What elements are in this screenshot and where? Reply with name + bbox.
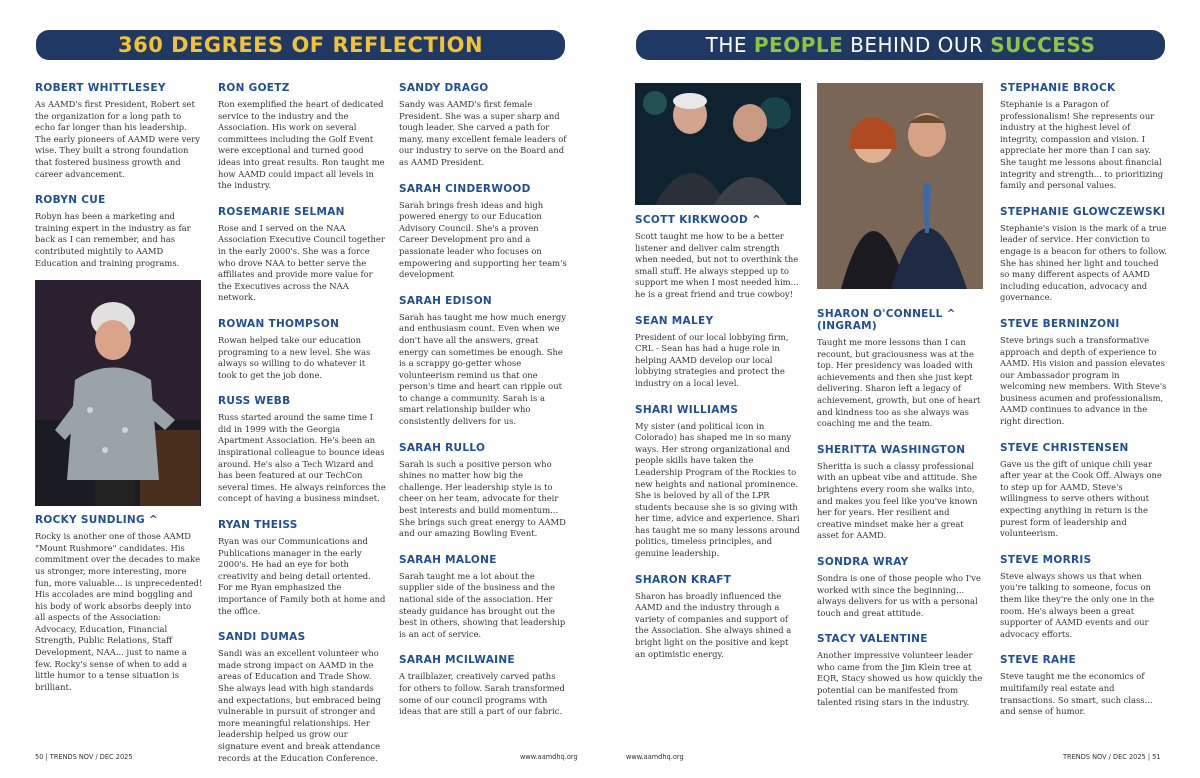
entry-text: Sarah brings fresh ideas and high powered energy to our Education Advisory Council. She's a proven Career Development pro and a passionate leader who focuses on empowering and supporting her team's development xyxy=(399,199,567,280)
entry-name: RON GOETZ xyxy=(218,82,290,94)
entry-name: STEVE RAHE xyxy=(1000,654,1077,667)
entry-name: RYAN THEISS xyxy=(218,519,298,532)
entry-name: RUSS WEBB xyxy=(218,395,291,408)
entry-sharon-oconnell xyxy=(817,308,985,430)
entry-text: Rocky is another one of those AAMD "Mount Rushmore" candidates. His commitment over the decades to make us stronger, more interesting, more fun, more valuable... is unprecedented! His accolades are mind boggling and his body of work absorbs deeply into all aspects of the Association: Advocacy, Education, Financial Strength, Public Relations, Staff Development, NAA... just to name a few. Rocky's sense of when to add a little humor to a tense situation is brilliant. xyxy=(35,531,203,692)
footer-right-url: www.aamdhq.org xyxy=(626,753,684,761)
entry-name: SANDY DRAGO xyxy=(399,82,489,94)
column-5 xyxy=(817,308,985,722)
entry-sarah-malone xyxy=(399,554,567,641)
entry-name: SHARI WILLIAMS xyxy=(635,403,739,416)
entry-text: Another impressive volunteer leader who came from the Jim Klein tree at EQR, Stacy showed us how quickly the potential can be manifested from talented rising stars in the industry. xyxy=(817,650,983,707)
entry-text: Steve taught me the economics of multifamily real estate and transactions. So smart, such class... and sense of humor. xyxy=(1000,671,1153,717)
entry-name: SARAH EDISON xyxy=(399,294,493,307)
entry-robyn-cue xyxy=(35,194,203,269)
entry-ron-goetz xyxy=(218,82,386,192)
right-banner-mid: BEHIND OUR xyxy=(843,33,991,57)
entry-name: SONDRA WRAY xyxy=(817,555,909,568)
entry-text: Scott taught me how to be a better listener and deliver calm strength when needed, but not to overthink the small stuff. He always stepped up to support me when I most needed him... he is a great friend and true cowboy! xyxy=(635,231,799,299)
entry-text: Sondra is one of those people who I've worked with since the beginning... always delivers for us with a personal touch and great attitude. xyxy=(817,572,981,618)
entry-sarah-edison xyxy=(399,295,567,428)
entry-name: STEPHANIE BROCK xyxy=(1000,82,1116,94)
entry-name: STACY VALENTINE xyxy=(817,633,928,646)
entry-text: Rowan helped take our education programing to a new level. She was always so willing to do whatever it took to get the job done. xyxy=(218,334,371,380)
left-banner-title: 360 DEGREES OF REFLECTION xyxy=(117,33,484,57)
entry-sondra-wray xyxy=(817,556,985,619)
entry-name: STEVE CHRISTENSEN xyxy=(1000,441,1129,454)
entry-name: ROWAN THOMPSON xyxy=(218,317,340,330)
entry-text: Gave us the gift of unique chili year after year at the Cook Off. Always one to step up for AAMD, Steve's willingness to serve others without expecting anything in return is the purest form of leadership and volunteerism. xyxy=(1000,458,1162,539)
entry-name: SHERITTA WASHINGTON xyxy=(817,443,966,456)
footer-left-page: 50 | TRENDS NOV / DEC 2025 xyxy=(35,753,133,761)
column-1 xyxy=(35,82,203,707)
entry-name: SHARON O'CONNELL ^ (INGRAM) xyxy=(817,308,956,332)
entry-sarah-rullo xyxy=(399,442,567,540)
entry-text: Sharon has broadly influenced the AAMD and the industry through a variety of companies and support of the Association. She always shined a bright light on the positive and kept an optimistic energy. xyxy=(635,590,792,659)
entry-text: Sarah is such a positive person who shines no matter how big the challenge. Her leadership style is to cheer on her team, advocate for their best interests and build momentum... She brings such great energy to AAMD and our amazing Bowling Event. xyxy=(399,458,566,539)
entry-rowan-thompson xyxy=(218,318,386,381)
entry-rocky-sundling xyxy=(35,514,203,693)
column-6 xyxy=(1000,82,1168,732)
entry-text: Ryan was our Communications and Publications manager in the early 2000's. He had an eye for both creativity and being detail oriented. For me Ryan emphasized the importance of Family both at home and the office. xyxy=(218,536,386,616)
entry-stephanie-brock xyxy=(1000,82,1168,192)
entry-text: Sandi was an excellent volunteer who made strong impact on AAMD in the areas of Education and Trade Show. She always lead with high standards and expectations, but embraced being vulnerable in pursuit of stronger and more meaningful relationships. Her leadership helped us grow our signature event and break attendance records at the Education Conference. xyxy=(218,648,382,763)
right-banner xyxy=(636,30,1165,60)
entry-text: Stephanie is a Paragon of professionalism! She represents our industry at the highest level of integrity, compassion and vision. I appreciate her more than I can say. She taught me lessons about financial integrity and strength... to prioritizing family and personal values. xyxy=(1000,99,1164,191)
entry-text: President of our local lobbying firm, CRL - Sean has had a huge role in helping AAMD develop our local lobbying strategies and protect the industry on a local level. xyxy=(635,331,789,388)
entry-russ-webb xyxy=(218,395,386,505)
entry-text: A trailblazer, creatively carved paths for others to follow. Sarah transformed some of our council programs with ideas that are still a part of our fabric. xyxy=(399,671,565,717)
entry-name: SARAH CINDERWOOD xyxy=(399,182,531,195)
entry-rosemarie-selman xyxy=(218,206,386,304)
right-banner-pre: THE xyxy=(705,33,754,57)
right-banner-hl1: PEOPLE xyxy=(753,33,844,57)
entry-steve-christensen xyxy=(1000,442,1168,540)
entry-name: SARAH MCILWAINE xyxy=(399,654,515,667)
entry-name: SANDI DUMAS xyxy=(218,631,306,644)
entry-text: Russ started around the same time I did in 1999 with the Georgia Apartment Association. He's been an inspirational colleague to bounce ideas around. He's also a Tech Wizard and has been featured at our TechCon several times. He always reinforces the concept of having a business mindset. xyxy=(218,412,386,504)
entry-name: STEVE MORRIS xyxy=(1000,553,1092,566)
entry-text: As AAMD's first President, Robert set the organization for a long path to echo far longer than his leadership. The early pioneers of AAMD were very wise. They built a strong foundation that fostered business growth and career advancement. xyxy=(35,99,200,179)
entry-text: Robyn has been a marketing and training expert in the industry as far back as I can remember, and has contributed mightily to AAMD Education and training programs. xyxy=(35,211,191,268)
entry-name: SHARON KRAFT xyxy=(635,573,732,586)
entry-sarah-mcilwaine xyxy=(399,654,567,717)
entry-text: My sister (and political icon in Colorado) has shaped me in so many ways. Her strong organizational and people skills have taken the Leadership Program of the Rockies to new heights and national prominence. She is beloved by all of the LPR students because she is so giving with her time, advice and experience. Shari has taught me so many lessons around politics, timeless principles, and genuine leadership. xyxy=(635,420,800,559)
entry-text: Sheritta is such a classy professional with an upbeat vibe and attitude. She brightens every room she walks into, and makes you feel like you've known her for years. Her resilient and creative mindset make her a great asset for AAMD. xyxy=(817,460,978,541)
entry-text: Rose and I served on the NAA Association Executive Council together in the early 2000's. She was a force who drove NAA to better serve the affiliates and provide more value for the Executives across the NAA network. xyxy=(218,222,385,303)
entry-sandy-drago xyxy=(399,82,567,169)
footer-right-page: TRENDS NOV / DEC 2025 | 51 xyxy=(1063,753,1161,761)
entry-name: STEVE BERNINZONI xyxy=(1000,317,1120,330)
entry-text: Stephanie's vision is the mark of a true leader of service. Her conviction to engage is a beacon for others to follow. She has shined her light and touched so many different aspects of AAMD including education, advocacy and governance. xyxy=(1000,222,1168,303)
entry-name: ROCKY SUNDLING ^ xyxy=(35,514,158,527)
entry-sarah-cinderwood xyxy=(399,183,567,281)
left-banner xyxy=(36,30,565,60)
sharon-oconnell-photo xyxy=(817,83,983,289)
entry-name: SARAH RULLO xyxy=(399,441,486,454)
entry-sandi-dumas xyxy=(218,631,386,764)
entry-stephanie-glowczewski xyxy=(1000,206,1168,304)
entry-name: ROSEMARIE SELMAN xyxy=(218,205,345,218)
entry-sharon-kraft xyxy=(635,574,801,661)
entry-robert-whittlesey xyxy=(35,82,203,180)
entry-text: Sandy was AAMD's first female President. She was a super sharp and tough leader. She carved a path for many, many excellent female leaders of our industry to serve on the Board and as AAMD President. xyxy=(399,99,567,167)
entry-text: Sarah taught me a lot about the supplier side of the business and the national side of the association. Her steady guidance has brought out the best in others, showing that leadership is an act of service. xyxy=(399,570,566,639)
entry-ryan-theiss xyxy=(218,519,386,617)
entry-steve-rahe xyxy=(1000,654,1168,717)
column-4 xyxy=(635,214,801,674)
entry-name: ROBYN CUE xyxy=(35,194,106,207)
footer-left-url: www.aamdhq.org xyxy=(520,753,578,761)
entry-name: SEAN MALEY xyxy=(635,314,714,327)
entry-steve-morris xyxy=(1000,554,1168,641)
entry-text: Taught me more lessons than I can recount, but graciousness was at the top. Her presidency was loaded with achievements and then she just kept delivering. Sharon left a legacy of achievement, growth, but one of heart and kindness too as she always was coaching me and the team. xyxy=(817,337,981,429)
entry-shari-williams xyxy=(635,404,801,560)
entry-text: Steve always shows us that when you're talking to someone, focus on them like they're the only one in the room. He's always been a great supporter of AAMD events and our advocacy efforts. xyxy=(1000,570,1155,639)
right-banner-hl2: SUCCESS xyxy=(990,33,1096,57)
entry-steve-berninzoni xyxy=(1000,318,1168,428)
entry-text: Ron exemplified the heart of dedicated service to the industry and the Association. His work on several committees including the Golf Event were exceptional and turned good ideas into great results. Ron taught me how AAMD could impact all levels in the industry. xyxy=(218,99,385,191)
scott-kirkwood-photo xyxy=(635,83,801,205)
entry-name: SCOTT KIRKWOOD ^ xyxy=(635,214,762,226)
entry-text: Steve brings such a transformative approach and depth of experience to AAMD. His vision and passion elevates our Ambassador program in welcoming new members. With Steve's business acumen and professionalism, AAMD continues to advance in the right direction. xyxy=(1000,334,1167,427)
column-3 xyxy=(399,82,567,732)
entry-sean-maley xyxy=(635,315,801,390)
entry-name: ROBERT WHITTLESEY xyxy=(35,82,166,94)
entry-text: Sarah has taught me how much energy and enthusiasm count. Even when we don't have all the answers, great energy can sometimes be enough. She is a scrappy go-getter whose volunteerism remind us that one person's time and heart can ripple out to change a community. Sarah is a smart relationship builder who consistently delivers for us. xyxy=(399,311,566,427)
column-2 xyxy=(218,82,386,778)
entry-sheritta-washington xyxy=(817,444,985,542)
entry-stacy-valentine xyxy=(817,633,985,708)
entry-name: STEPHANIE GLOWCZEWSKI xyxy=(1000,205,1166,218)
entry-scott-kirkwood xyxy=(635,214,801,301)
entry-name: SARAH MALONE xyxy=(399,553,497,566)
